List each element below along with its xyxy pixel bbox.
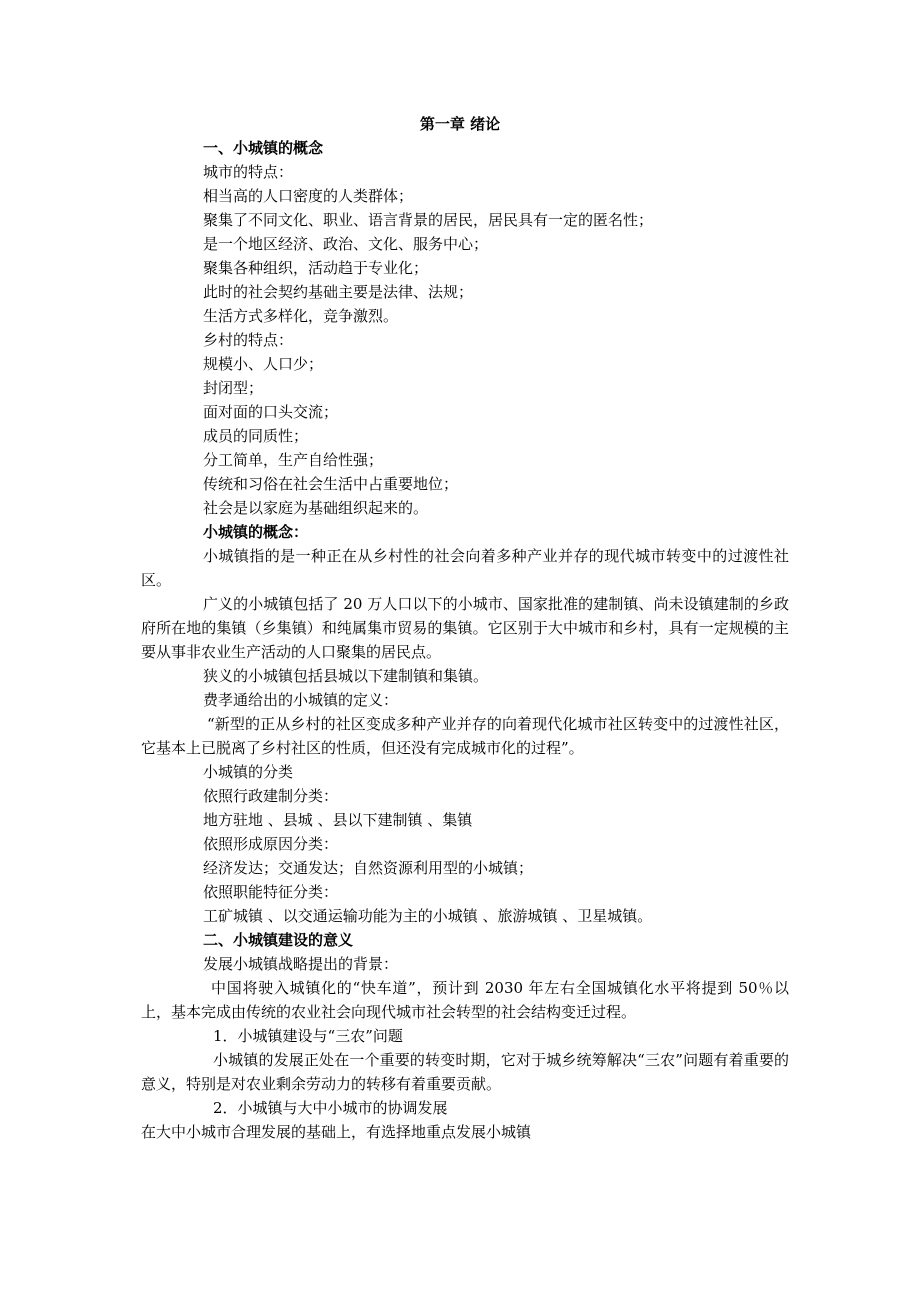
fei-definition-label: 费孝通给出的小城镇的定义： (203, 691, 399, 709)
city-feature-item: 聚集了不同文化、职业、语言背景的居民，居民具有一定的匿名性； (203, 211, 654, 229)
item1-heading: 1．小城镇建设与“三农”问题 (213, 1027, 403, 1045)
village-feature-item: 社会是以家庭为基础组织起来的。 (203, 499, 429, 517)
city-feature-item: 相当高的人口密度的人类群体； (203, 187, 414, 205)
section2-heading: 二、小城镇建设的意义 (203, 931, 354, 949)
broad-definition-paragraph: 广义的小城镇包括了 20 万人口以下的小城市、国家批准的建制镇、尚未设镇建制的乡政府所在地的集镇（乡集镇）和纯属集市贸易的集镇。它区别于大中城市和乡村，具有一定规模的主要从事非农业生产活动的人口聚集的居民点。 (141, 595, 789, 661)
admin-classification-items: 地方驻地 、县城 、县以下建制镇 、集镇 (203, 811, 473, 829)
village-feature-item: 传统和习俗在社会生活中占重要地位； (203, 475, 459, 493)
cause-classification-label: 依照形成原因分类： (203, 835, 339, 853)
background-paragraph: 中国将驶入城镇化的“快车道”，预计到 2030 年左右全国城镇化水平将提到 50％以上，基本完成由传统的农业社会向现代城市社会转型的社会结构变迁过程。 (141, 979, 789, 1021)
village-feature-item: 分工简单，生产自给性强； (203, 451, 384, 469)
function-classification-items: 工矿城镇 、以交通运输功能为主的小城镇 、旅游城镇 、卫星城镇。 (203, 907, 653, 925)
village-feature-item: 成员的同质性； (203, 427, 309, 445)
concept-paragraph: 小城镇指的是一种正在从乡村性的社会向着多种产业并存的现代城市转变中的过渡性社区。 (141, 547, 789, 589)
document-body (141, 136, 789, 1144)
fei-quote-paragraph: “新型的正从乡村的社区变成多种产业并存的向着现代化城市社区转变中的过渡性社区，它基本上已脱离了乡村社区的性质，但还没有完成城市化的过程”。 (141, 715, 789, 757)
item2-paragraph: 在大中小城市合理发展的基础上，有选择地重点发展小城镇 (141, 1123, 532, 1141)
concept-heading: 小城镇的概念： (203, 523, 309, 541)
classification-heading: 小城镇的分类 (203, 763, 294, 781)
village-features-label: 乡村的特点： (203, 331, 294, 349)
background-label: 发展小城镇战略提出的背景： (203, 955, 399, 973)
narrow-definition-line: 狭义的小城镇包括县城以下建制镇和集镇。 (203, 667, 489, 685)
section1-heading: 一、小城镇的概念 (203, 139, 324, 157)
village-feature-item: 规模小、人口少； (203, 355, 324, 373)
village-feature-item: 面对面的口头交流； (203, 403, 339, 421)
city-feature-item: 聚集各种组织，活动趋于专业化； (203, 259, 429, 277)
village-feature-item: 封闭型； (203, 379, 264, 397)
city-feature-item: 此时的社会契约基础主要是法律、法规； (203, 283, 474, 301)
chapter-title: 第一章 绪论 (419, 115, 501, 133)
function-classification-label: 依照职能特征分类： (203, 883, 339, 901)
item2-heading: 2．小城镇与大中小城市的协调发展 (213, 1099, 448, 1117)
city-features-label: 城市的特点： (203, 163, 294, 181)
city-feature-item: 生活方式多样化，竞争激烈。 (203, 307, 399, 325)
cause-classification-items: 经济发达；交通发达；自然资源利用型的小城镇； (203, 859, 534, 877)
city-feature-item: 是一个地区经济、政治、文化、服务中心； (203, 235, 489, 253)
admin-classification-label: 依照行政建制分类： (203, 787, 339, 805)
item1-paragraph: 小城镇的发展正处在一个重要的转变时期，它对于城乡统筹解决“三农”问题有着重要的意义，特别是对农业剩余劳动力的转移有着重要贡献。 (141, 1051, 789, 1093)
